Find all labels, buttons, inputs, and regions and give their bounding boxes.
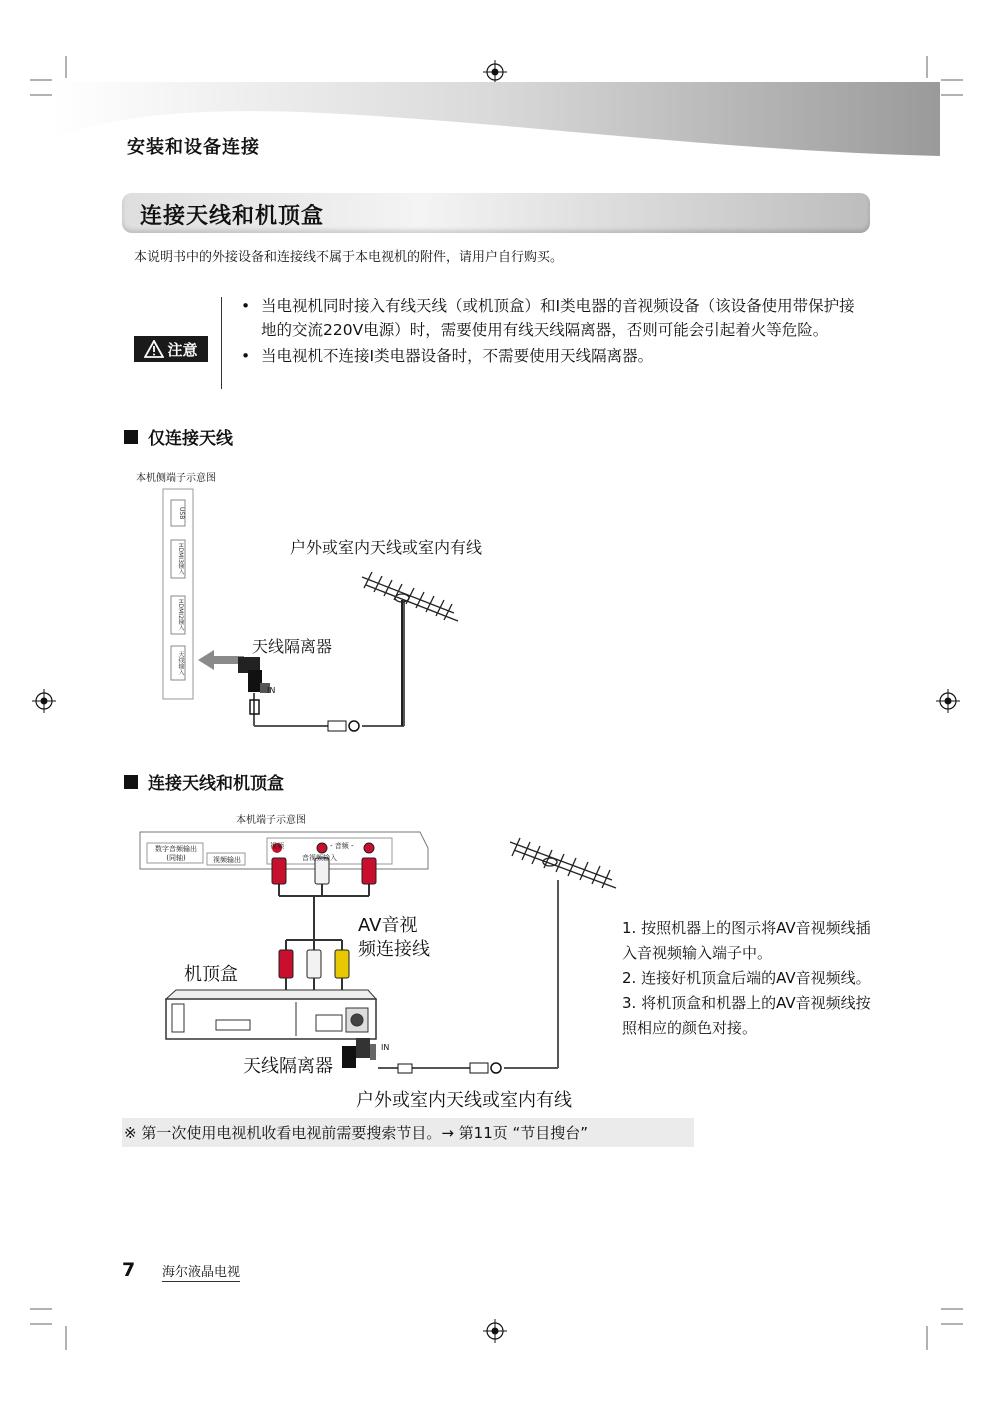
port-label: 天线输入 (177, 651, 184, 675)
warning-triangle-icon (144, 340, 164, 358)
arrow-left-icon (198, 650, 244, 670)
cable-section2 (378, 880, 558, 1068)
section1-heading-text: 仅连接天线 (148, 429, 233, 449)
step-item: 3. 将机顶盒和机器上的AV音视频线按照相应的颜色对接。 (622, 994, 871, 1037)
steps-list (622, 916, 872, 1041)
step-item: 2. 连接好机顶盒后端的AV音视频线。 (622, 969, 871, 987)
port-label: USB (178, 506, 185, 520)
note-text: ※ 第一次使用电视机收看电视前需要搜索节目。→ 第11页 “节目搜台” (124, 1124, 589, 1142)
panel-digital-audio-label (149, 845, 203, 863)
panel-video-label: 视频 (270, 842, 284, 850)
rca-plugs-bottom (279, 950, 349, 990)
in-label: IN (267, 686, 276, 695)
divider (221, 297, 222, 389)
caution-badge (134, 336, 208, 362)
registration-mark-icon (483, 60, 507, 84)
antenna-label: 户外或室内天线或室内有线 (290, 538, 483, 557)
antenna-icon (362, 572, 458, 726)
av-cable-label-line: AV音视 (358, 915, 418, 936)
page-title: 连接天线和机顶盒 (140, 204, 325, 229)
antenna-isolator-icon (342, 1038, 376, 1068)
registration-mark-icon (32, 689, 56, 713)
port-label: HDMI2输入 (177, 599, 184, 631)
panel-audio-label: - 音频 - (330, 842, 354, 850)
registration-mark-icon (483, 1319, 507, 1343)
panel-av-in-label: 音视频输入 (302, 854, 337, 862)
section1-heading (124, 424, 233, 449)
antenna-isolator-icon (238, 657, 270, 693)
brand-name: 海尔液晶电视 (162, 1261, 240, 1282)
square-bullet-icon (124, 430, 138, 444)
in-label: IN (381, 1043, 390, 1052)
section2-heading (124, 769, 284, 794)
antenna-label: 户外或室内天线或室内有线 (356, 1090, 572, 1111)
panel-video-out-label: 视频输出 (213, 856, 241, 864)
av-cable (279, 884, 369, 950)
section1-diagram-caption: 本机侧端子示意图 (136, 473, 216, 484)
section2-diagram-caption: 本机端子示意图 (236, 815, 306, 826)
square-bullet-icon (124, 775, 138, 789)
isolator-label: 天线隔离器 (252, 637, 333, 656)
set-top-box-label: 机顶盒 (184, 964, 238, 985)
step-item: 1. 按照机器上的图示将AV音视频线插入音视频输入端子中。 (622, 919, 871, 962)
caution-list (241, 294, 861, 370)
av-cable-label (358, 914, 430, 962)
section2-heading-text: 连接天线和机顶盒 (148, 774, 284, 794)
antenna-icon (510, 838, 616, 888)
port-label: HDMI3输入 (177, 543, 184, 575)
page-number: 7 (122, 1259, 136, 1281)
panel-digital-audio-text: 数字音频输出 (155, 845, 197, 853)
registration-mark-icon (936, 689, 960, 713)
av-cable-label-line: 频连接线 (358, 939, 430, 960)
section-label: 安装和设备连接 (127, 137, 260, 158)
coax-connector-icon (328, 721, 359, 731)
caution-item: • 当电视机不连接I类电器设备时，不需要使用天线隔离器。 (241, 344, 861, 368)
set-top-box-icon (166, 990, 376, 1039)
intro-text: 本说明书中的外接设备和连接线不属于本电视机的附件，请用户自行购买。 (134, 250, 564, 265)
panel-coaxial-text: (同轴) (166, 854, 186, 862)
cable-section1 (254, 600, 404, 726)
caution-item: • 当电视机同时接入有线天线（或机顶盒）和I类电器的音视频设备（该设备使用带保护接地的交流220V电源）时，需要使用有线天线隔离器，否则可能会引起着火等危险。 (241, 294, 861, 342)
note-box (122, 1118, 694, 1147)
isolator-label: 天线隔离器 (243, 1056, 333, 1077)
caution-label: 注意 (167, 340, 198, 359)
